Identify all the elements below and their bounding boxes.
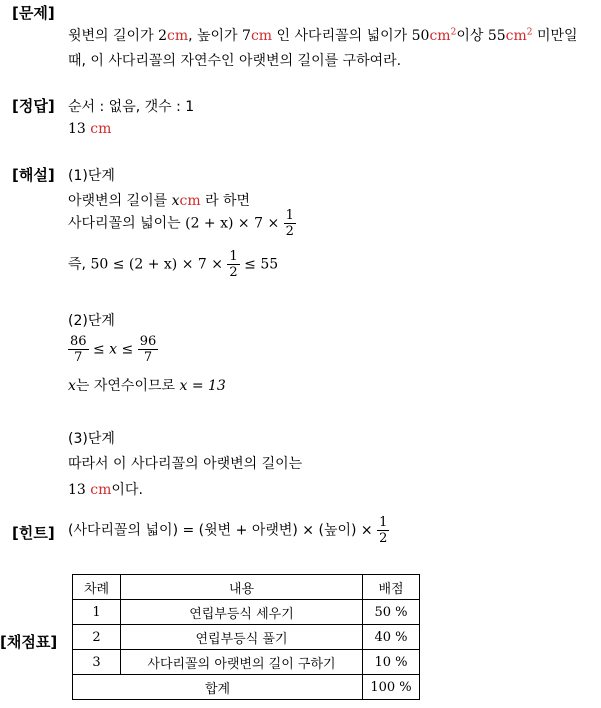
problem-line-1: 윗변의 길이가 2cm, 높이가 7cm 인 사다리꼴의 넓이가 $50cm^2$이상 $55cm^2$ 미만일	[68, 27, 578, 44]
step-1-line-1: 아랫변의 길이를 xcm 라 하면	[68, 193, 251, 209]
step-2-title: (2)단계	[68, 313, 115, 329]
row-score: 40 %	[363, 625, 420, 650]
hint-line: (사다리꼴의 넓이) = (윗변 + 아랫변) × (높이) × $\frac{1}{2}$	[68, 515, 388, 546]
step-2-line-2: x는 자연수이므로 x = 13	[68, 378, 226, 394]
fraction-half: $\frac{1}{2}$	[285, 208, 294, 239]
step-1-title: (1)단계	[68, 168, 115, 184]
answer-line-1: 순서 : 없음, 갯수 : 1	[68, 99, 195, 115]
row-order: 3	[73, 650, 121, 675]
step-1-line-3: 즉, 50 ≤ (2 + x) × 7 × $\frac{1}{2}$ ≤ 55	[68, 249, 279, 280]
row-order: 1	[73, 600, 121, 625]
header-score: 배점	[363, 575, 420, 600]
total-score: 100 %	[363, 675, 420, 700]
row-order: 2	[73, 625, 121, 650]
row-score: 50 %	[363, 600, 420, 625]
fraction-half: $\frac{1}{2}$	[229, 249, 238, 280]
total-label: 합계	[73, 675, 363, 700]
explanation-label: [해설]	[12, 166, 55, 184]
header-order: 차례	[73, 575, 121, 600]
hint-label: [힌트]	[12, 524, 55, 542]
table-row	[73, 650, 420, 675]
answer-value: 13 cm	[68, 121, 112, 137]
step-2-inequality: $\frac{86}{7}$ ≤ x ≤ $\frac{96}{7}$	[70, 334, 157, 365]
row-score: 10 %	[363, 650, 420, 675]
fraction-lower-bound: $\frac{86}{7}$	[70, 334, 87, 365]
fraction-upper-bound: $\frac{96}{7}$	[139, 334, 157, 365]
table-header-row	[73, 575, 420, 600]
header-content: 내용	[121, 575, 363, 600]
problem-label: [문제]	[12, 4, 55, 22]
answer-label: [정답]	[12, 97, 55, 115]
step-3-title: (3)단계	[68, 431, 115, 447]
fraction-half: $\frac{1}{2}$	[379, 515, 388, 546]
scoring-table	[72, 574, 420, 700]
problem-line-2: 때, 이 사다리꼴의 자연수인 아랫변의 길이를 구하여라.	[68, 53, 402, 69]
row-content: 연립부등식 풀기	[121, 625, 363, 650]
scoring-label: [채점표]	[0, 633, 58, 651]
table-row	[73, 600, 420, 625]
table-row	[73, 625, 420, 650]
row-content: 사다리꼴의 아랫변의 길이 구하기	[121, 650, 363, 675]
step-3-line-2: 13 cm이다.	[68, 482, 143, 498]
step-3-line-1: 따라서 이 사다리꼴의 아랫변의 길이는	[68, 456, 303, 472]
row-content: 연립부등식 세우기	[121, 600, 363, 625]
table-total-row	[73, 675, 420, 700]
step-1-line-2: 사다리꼴의 넓이는 (2 + x) × 7 × $\frac{1}{2}$	[68, 208, 294, 239]
